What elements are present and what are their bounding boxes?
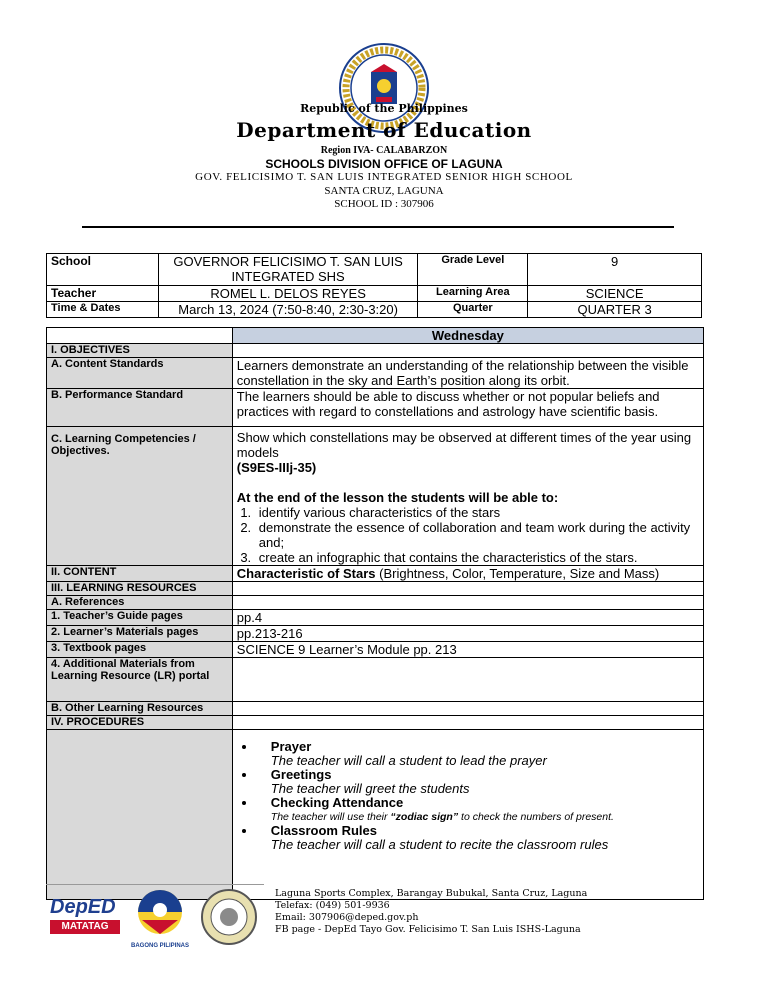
grade-value: 9 [528,254,702,286]
attendance-title: • Checking Attendance [270,795,404,810]
prayer-title: • Prayer [270,739,312,754]
lesson-plan-table [46,327,704,900]
matatag-text: MATATAG [50,920,120,934]
deped-matatag-logo [50,896,120,940]
tg-label: 1. Teacher’s Guide pages [47,610,233,626]
objectives-intro: At the end of the lesson the students will be able to: [236,490,559,505]
resources-cell [232,582,703,596]
competency-code: (S9ES-IIIj-35) [236,460,317,475]
performance-standard: The learners should be able to discuss whether or not popular beliefs and practices with regard to constellations and astrology have scientific basis. [232,389,703,427]
area-value: SCIENCE [528,286,702,302]
footer-contact [275,888,587,936]
school-name: GOV. FELICISIMO T. SAN LUIS INTEGRATED SENIOR HIGH SCHOOL [195,171,573,183]
prayer-desc: The teacher will call a student to lead the prayer [270,753,547,768]
footer-email: Email: 307906@deped.gov.ph [275,912,419,923]
greetings-title: • Greetings [270,767,332,782]
rules-desc: The teacher will call a student to recite the classroom rules [270,837,609,852]
list-item [257,796,699,824]
time-value: March 13, 2024 (7:50-8:40, 2:30-3:20) [158,302,418,318]
rules-title: • Classroom Rules [270,823,377,838]
header-divider [82,226,674,228]
additional-label: 4. Additional Materials from Learning Resource (LR) portal [47,658,233,702]
area-label: Learning Area [418,286,528,302]
teacher-label: Teacher [47,286,159,302]
objectives-label: I. OBJECTIVES [47,344,233,358]
info-table [46,253,702,318]
school-address: SANTA CRUZ, LAGUNA [324,185,444,197]
tb-label: 3. Textbook pages [47,642,233,658]
department-title: Department of Education [236,118,532,142]
procedures-label: IV. PROCEDURES [47,716,233,730]
day-header: Wednesday [232,328,703,344]
additional-cell [232,658,703,702]
footer-telefax: Telefax: (049) 501-9936 [275,900,390,911]
list-item [257,740,699,768]
procedures-left-cell [47,730,233,900]
other-resources-label: B. Other Learning Resources [47,702,233,716]
content-details: (Brightness, Color, Temperature, Size and Mass) [375,566,660,581]
lm-label: 2. Learner’s Materials pages [47,626,233,642]
school-label: School [47,254,159,286]
procedures-list [237,740,699,852]
footer-divider [46,884,264,885]
greetings-desc: The teacher will greet the students [270,781,470,796]
objectives-list [237,505,699,565]
references-label: A. References [47,596,233,610]
attendance-desc: The teacher will use their “zodiac sign” to check the numbers of present. [270,811,614,823]
school-id: SCHOOL ID : 307906 [334,198,434,210]
deped-logo-text: DepED [50,896,116,918]
quarter-label: Quarter [418,302,528,318]
lm-value: pp.213-216 [232,626,703,642]
footer-address: Laguna Sports Complex, Barangay Bubukal, Santa Cruz, Laguna [275,888,588,899]
list-item [257,824,699,852]
tb-value: SCIENCE 9 Learner’s Module pp. 213 [232,642,703,658]
bagong-pilipinas-text: BAGONG PILIPINAS [130,943,189,949]
list-item: 2. demonstrate the essence of collaboration and team work during the activity and; [255,520,699,550]
tg-value: pp.4 [232,610,703,626]
content-label: II. CONTENT [47,566,233,582]
content-topic: Characteristic of Stars [236,566,376,581]
resources-label: III. LEARNING RESOURCES [47,582,233,596]
region-text: Region IVA- CALABARZON [320,145,448,156]
school-seal-icon [200,888,258,946]
footer-fb: FB page - DepEd Tayo Gov. Felicisimo T. San Luis ISHS-Laguna [275,924,581,935]
competency-text: Show which constellations may be observed at different times of the year using models [236,430,692,460]
objectives-cell [232,344,703,358]
list-item: 1. identify various characteristics of the stars [255,505,699,520]
references-cell [232,596,703,610]
competencies-label: C. Learning Competencies / Objectives. [47,427,233,566]
content-cell [232,566,703,582]
procedures-cell [232,730,703,900]
teacher-value: ROMEL L. DELOS REYES [158,286,418,302]
procedures-header-cell [232,716,703,730]
competencies-cell [232,427,703,566]
bagong-pilipinas-logo [128,886,192,948]
division-text: SCHOOLS DIVISION OFFICE OF LAGUNA [265,157,503,171]
performance-label: B. Performance Standard [47,389,233,427]
other-resources-cell [232,702,703,716]
content-standards-label: A. Content Standards [47,358,233,389]
content-standards: Learners demonstrate an understanding of the relationship between the visible constellation in the sky and Earth’s position along its orbit. [232,358,703,389]
republic-text: Republic of the Philippines [300,102,468,115]
list-item [257,768,699,796]
list-item: 3. create an infographic that contains the characteristics of the stars. [255,550,699,565]
bagong-pilipinas-icon [128,886,192,938]
time-label: Time & Dates [47,302,159,318]
blank-cell [47,328,233,344]
school-value: GOVERNOR FELICISIMO T. SAN LUIS INTEGRATED SHS [158,254,418,286]
quarter-value: QUARTER 3 [528,302,702,318]
grade-label: Grade Level [418,254,528,286]
